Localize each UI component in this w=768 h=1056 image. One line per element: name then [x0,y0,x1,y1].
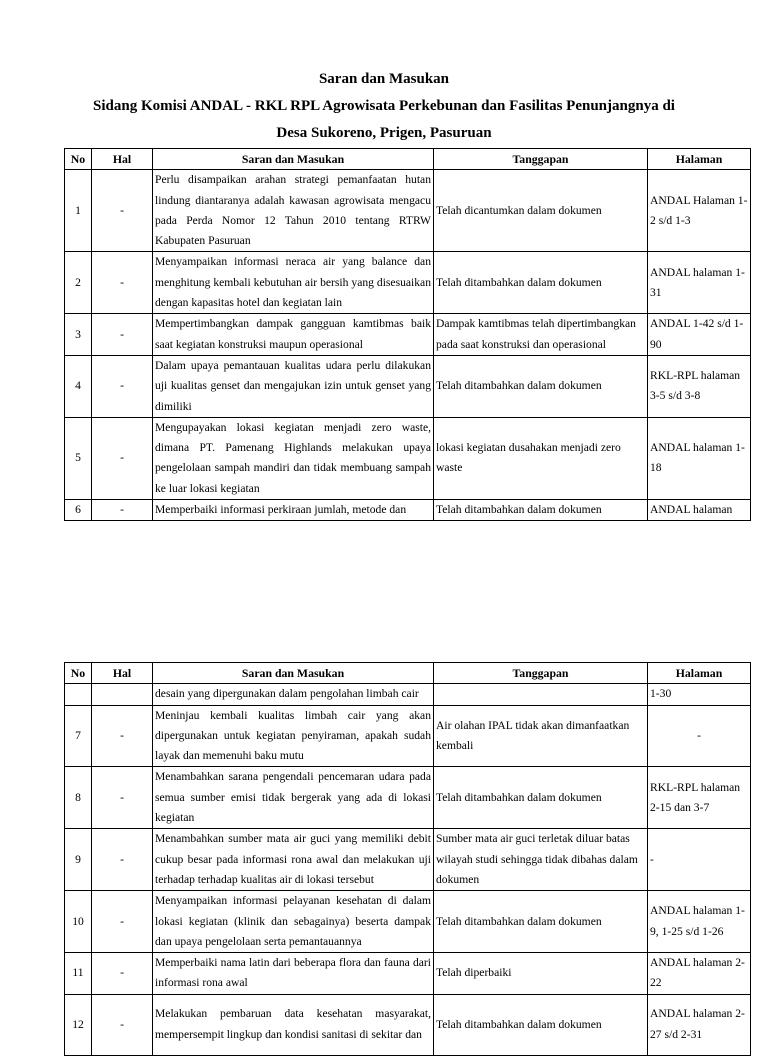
header-tanggapan: Tanggapan [434,149,648,170]
table-row [65,705,751,767]
cell-halaman: ANDAL halaman 1-18 [648,417,751,499]
cell-tanggapan: Telah ditambahkan dalam dokumen [434,994,648,1055]
cell-tanggapan: Telah ditambahkan dalam dokumen [434,355,648,417]
cell-no [65,684,92,705]
table-row [65,829,751,891]
header-halaman: Halaman [648,149,751,170]
cell-no: 11 [65,953,92,995]
table-header-row [65,149,751,170]
table-header-row [65,663,751,684]
table-row [65,994,751,1055]
cell-hal: - [92,314,153,356]
cell-halaman: - [648,705,751,767]
cell-hal: - [92,500,153,521]
cell-no: 10 [65,891,92,953]
table-row [65,170,751,252]
cell-tanggapan: Telah ditambahkan dalam dokumen [434,767,648,829]
header-no: No [65,663,92,684]
table-row [65,953,751,995]
cell-saran: Menambahkan sarana pengendali pencemaran udara pada semua sumber emisi tidak bergerak yang ada di lokasi kegiatan [153,767,434,829]
cell-hal: - [92,705,153,767]
cell-halaman: ANDAL halaman 1-9, 1-25 s/d 1-26 [648,891,751,953]
document-subtitle-line2: Desa Sukoreno, Prigen, Pasuruan [276,125,492,141]
cell-no: 3 [65,314,92,356]
cell-hal: - [92,994,153,1055]
header-hal: Hal [92,149,153,170]
table-row [65,767,751,829]
cell-tanggapan [434,684,648,705]
cell-hal: - [92,767,153,829]
cell-halaman: ANDAL Halaman 1-2 s/d 1-3 [648,170,751,252]
cell-saran: Menyampaikan informasi pelayanan kesehatan di dalam lokasi kegiatan (klinik dan sebagainya) beserta dampak dan upaya pengelolaan serta pemantauannya [153,891,434,953]
cell-saran: Melakukan pembaruan data kesehatan masyarakat, mempersempit lingkup dan kondisi sanitasi di sekitar dan [153,994,434,1055]
cell-hal: - [92,170,153,252]
cell-saran: desain yang dipergunakan dalam pengolahan limbah cair [153,684,434,705]
table-row [65,252,751,314]
table-row [65,684,751,705]
table-row [65,500,751,521]
cell-tanggapan: Dampak kamtibmas telah dipertimbangkan pada saat konstruksi dan operasional [434,314,648,356]
cell-halaman: RKL-RPL halaman 3-5 s/d 3-8 [648,355,751,417]
cell-saran: Perlu disampaikan arahan strategi pemanfaatan hutan lindung diantaranya adalah kawasan agrowisata mengacu pada Perda Nomor 12 Tahun 2010 tentang RTRW Kabupaten Pasuruan [153,170,434,252]
table-row [65,891,751,953]
cell-hal: - [92,355,153,417]
document-subtitle-line1: Sidang Komisi ANDAL - RKL RPL Agrowisata Perkebunan dan Fasilitas Penunjangnya di [93,98,675,114]
feedback-table-page2 [64,662,751,1056]
cell-hal: - [92,829,153,891]
cell-no: 6 [65,500,92,521]
cell-tanggapan: Telah diperbaiki [434,953,648,995]
header-halaman: Halaman [648,663,751,684]
cell-hal: - [92,417,153,499]
cell-hal: - [92,252,153,314]
cell-saran: Memperbaiki nama latin dari beberapa flora dan fauna dari informasi rona awal [153,953,434,995]
cell-saran: Dalam upaya pemantauan kualitas udara perlu dilakukan uji kualitas genset dan mengajukan izin untuk genset yang dimiliki [153,355,434,417]
cell-no: 1 [65,170,92,252]
table-row [65,355,751,417]
cell-halaman: RKL-RPL halaman 2-15 dan 3-7 [648,767,751,829]
cell-saran: Menambahkan sumber mata air guci yang memiliki debit cukup besar pada informasi rona awal dan melakukan uji terhadap terhadap kualitas air di lokasi tersebut [153,829,434,891]
cell-saran: Mengupayakan lokasi kegiatan menjadi zero waste, dimana PT. Pamenang Highlands melakukan upaya pengelolaan sampah mandiri dan tidak membuang sampah ke luar lokasi kegiatan [153,417,434,499]
header-tanggapan: Tanggapan [434,663,648,684]
header-saran: Saran dan Masukan [153,663,434,684]
cell-tanggapan: lokasi kegiatan dusahakan menjadi zero waste [434,417,648,499]
cell-halaman: ANDAL halaman [648,500,751,521]
cell-saran: Mempertimbangkan dampak gangguan kamtibmas baik saat kegiatan konstruksi maupun operasional [153,314,434,356]
cell-no: 5 [65,417,92,499]
cell-no: 12 [65,994,92,1055]
cell-hal: - [92,891,153,953]
header-hal: Hal [92,663,153,684]
cell-no: 4 [65,355,92,417]
cell-tanggapan: Telah ditambahkan dalam dokumen [434,500,648,521]
table-row [65,314,751,356]
cell-saran: Memperbaiki informasi perkiraan jumlah, metode dan [153,500,434,521]
header-saran: Saran dan Masukan [153,149,434,170]
cell-halaman: ANDAL halaman 1-31 [648,252,751,314]
cell-halaman: ANDAL halaman 2-27 s/d 2-31 [648,994,751,1055]
cell-tanggapan: Air olahan IPAL tidak akan dimanfaatkan kembali [434,705,648,767]
cell-tanggapan: Telah dicantumkan dalam dokumen [434,170,648,252]
cell-halaman: ANDAL 1-42 s/d 1-90 [648,314,751,356]
cell-halaman: - [648,829,751,891]
feedback-table-page1 [64,148,751,521]
table-row [65,417,751,499]
cell-saran: Menyampaikan informasi neraca air yang balance dan menghitung kembali kebutuhan air bersih yang disesuaikan dengan kapasitas hotel dan kegiatan lain [153,252,434,314]
cell-hal [92,684,153,705]
cell-hal: - [92,953,153,995]
cell-no: 2 [65,252,92,314]
cell-halaman: ANDAL halaman 2-22 [648,953,751,995]
cell-no: 7 [65,705,92,767]
cell-tanggapan: Telah ditambahkan dalam dokumen [434,252,648,314]
cell-no: 8 [65,767,92,829]
cell-halaman: 1-30 [648,684,751,705]
header-no: No [65,149,92,170]
cell-tanggapan: Telah ditambahkan dalam dokumen [434,891,648,953]
cell-tanggapan: Sumber mata air guci terletak diluar batas wilayah studi sehingga tidak dibahas dalam dokumen [434,829,648,891]
cell-saran: Meninjau kembali kualitas limbah cair yang akan dipergunakan untuk kegiatan penyiraman, apakah sudah layak dan memenuhi baku mutu [153,705,434,767]
document-title: Saran dan Masukan [318,71,450,87]
cell-no: 9 [65,829,92,891]
